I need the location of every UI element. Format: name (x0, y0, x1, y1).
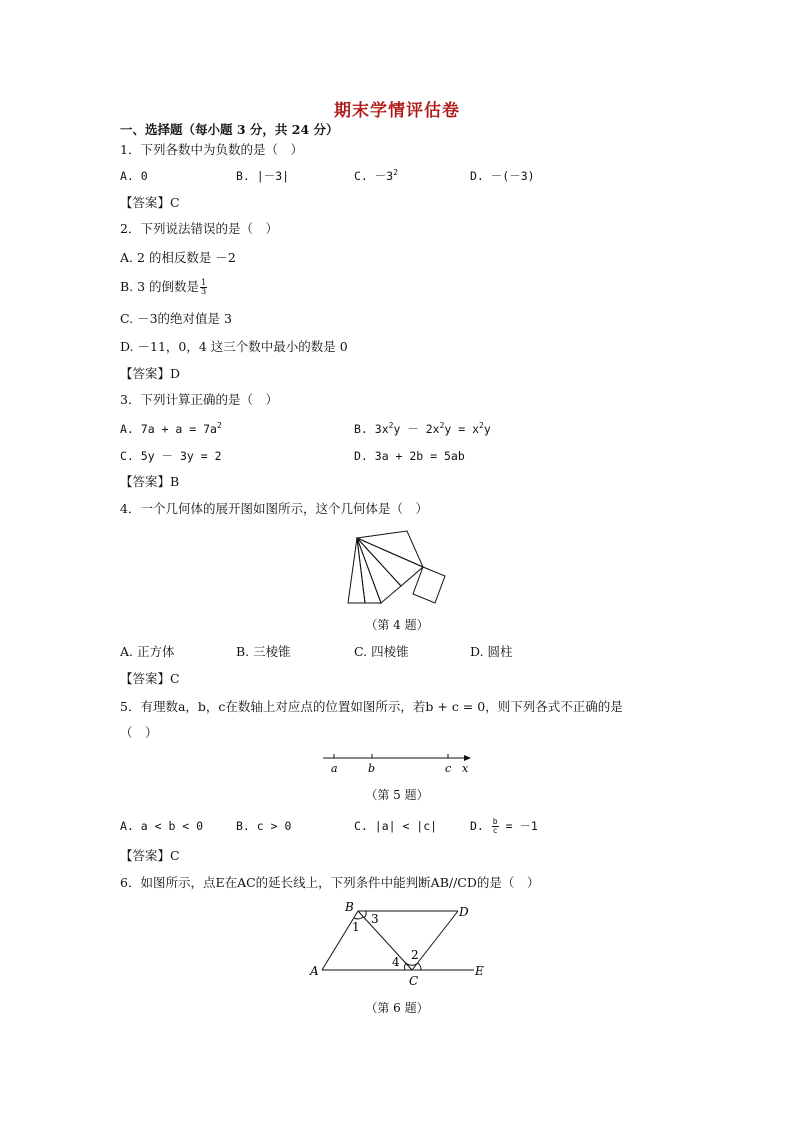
q3-option-c: C. 5y － 3y = 2 (120, 449, 222, 463)
q5-stem-cont: （ ） (120, 725, 158, 740)
q4-option-c: C. 四棱锥 (354, 644, 409, 659)
section-heading: 一、选择题（每小题 3 分，共 24 分） (120, 122, 339, 137)
q1-stem: 1．下列各数中为负数的是（ ） (120, 142, 303, 157)
q5-answer: 【答案】C (120, 848, 180, 863)
q4-option-b: B. 三棱锥 (236, 644, 291, 659)
angle-arc-c (418, 963, 421, 970)
angle-label-1: 1 (352, 920, 360, 934)
angle-label-3: 3 (371, 912, 379, 926)
q2-fraction: $\frac{1}{3}$ (201, 278, 207, 296)
q5-caption: （第 5 题） (365, 788, 429, 802)
q3-stem: 3．下列计算正确的是（ ） (120, 392, 278, 407)
q3-answer: 【答案】B (120, 474, 180, 489)
segment-cd (412, 911, 458, 970)
q4-option-d: D. 圆柱 (470, 644, 513, 659)
q5-option-d: D. $\frac{b}{c}$ = －1 (470, 817, 538, 835)
angle-label-4: 4 (392, 955, 400, 969)
q4-caption: （第 4 题） (365, 618, 429, 632)
q2-option-c: C. －3的绝对值是 3 (120, 311, 232, 326)
q2-option-b: B. 3 的倒数是 $\frac{1}{3}$ (120, 278, 207, 296)
label-x: x (462, 762, 469, 775)
q6-stem: 6．如图所示，点E在AC的延长线上，下列条件中能判断AB//CD的是（ ） (120, 875, 540, 890)
q1-option-c: C. $-3^2$ (354, 168, 399, 183)
q5-stem: 5．有理数a，b，c在数轴上对应点的位置如图所示，若b + c = 0，则下列各式不正确的是 (120, 699, 623, 714)
q2-answer: 【答案】D (120, 366, 181, 381)
q1-option-a: A. 0 (120, 169, 148, 183)
point-d: D (459, 905, 469, 919)
segment-bc (358, 911, 412, 970)
q4-stem: 4．一个几何体的展开图如图所示，这个几何体是（ ） (120, 501, 428, 516)
label-a: a (331, 762, 338, 775)
axis-arrow-icon (464, 755, 471, 761)
q2-option-a: A. 2 的相反数是 －2 (120, 250, 236, 265)
q2-option-d: D. －11，0，4 这三个数中最小的数是 0 (120, 339, 348, 354)
label-b: b (368, 762, 376, 775)
angle-label-2: 2 (411, 948, 419, 962)
q1-answer: 【答案】C (120, 195, 180, 210)
net-square-base (413, 567, 445, 603)
angle-arc-3 (364, 911, 366, 918)
q5-option-c: C. |a| < |c| (354, 819, 438, 833)
angle-arc-1 (354, 917, 363, 919)
label-c: c (445, 762, 452, 775)
point-c: C (409, 974, 419, 988)
q5-option-a: A. a < b < 0 (120, 819, 204, 833)
point-a: A (310, 964, 319, 978)
q4-answer: 【答案】C (120, 671, 180, 686)
exam-title: 期末学情评估卷 (334, 101, 460, 121)
q5-fraction: $\frac{b}{c}$ (492, 817, 498, 835)
q1-option-d: D. －(－3) (470, 169, 535, 183)
net-face-1 (348, 538, 365, 603)
q1-option-b: B. |－3| (236, 169, 290, 183)
number-line-figure (320, 748, 480, 778)
angle-arc-4 (405, 963, 406, 970)
q3-option-b: B. $3x^2y - 2x^2y = x^2y$ (354, 421, 491, 436)
q5-option-b: B. c > 0 (236, 819, 292, 833)
point-b: B (345, 900, 354, 914)
q4-option-a: A. 正方体 (120, 644, 175, 659)
point-e: E (475, 964, 484, 978)
parallel-lines-figure (308, 899, 498, 991)
pyramid-net-figure (345, 527, 455, 607)
q3-option-d: D. 3a + 2b = 5ab (354, 449, 465, 463)
q6-caption: （第 6 题） (365, 1001, 429, 1015)
q2-stem: 2．下列说法错误的是（ ） (120, 221, 278, 236)
q3-option-a: A. $7a + a = 7a^2$ (120, 421, 222, 436)
